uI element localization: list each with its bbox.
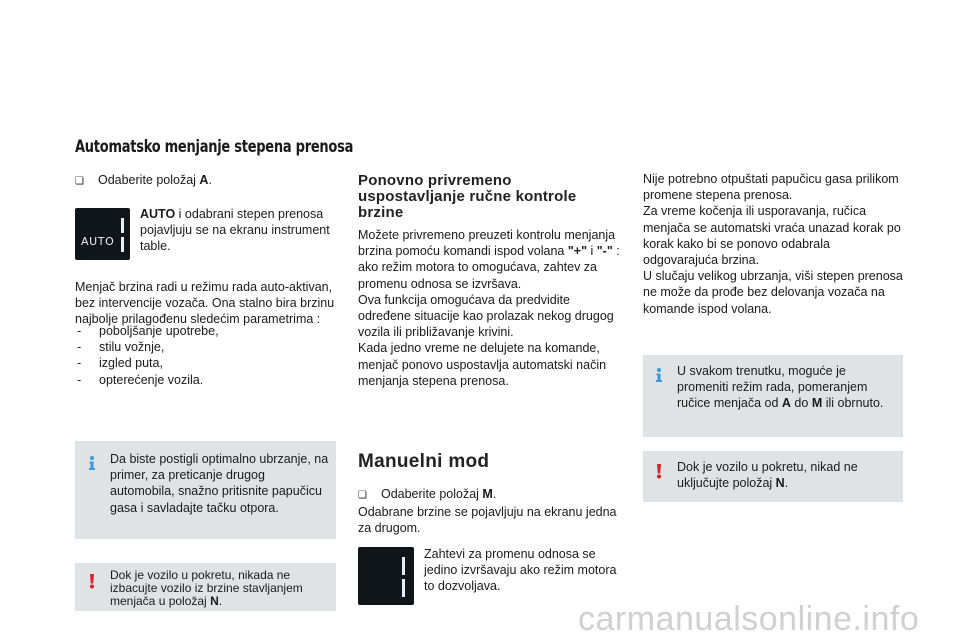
info-letter-m: M <box>811 396 823 411</box>
c3-p2: Za vreme kočenja ili usporavanja, ručica menjača se automatski vraća unazad korak po korak kako bi se ponovo odabrala odgovarajuća brzina. <box>643 204 901 268</box>
warning-icon <box>84 573 100 589</box>
bullet-text: Odaberite položaj <box>97 173 200 187</box>
info-a: U svakom trenutku, moguće je promeniti režim rada, pomeranjem ručice menjača od <box>677 364 868 411</box>
watermark: carmanualsonline.info <box>578 600 920 638</box>
m-bullet-letter: M <box>482 487 493 501</box>
warning-letter: N <box>210 594 219 608</box>
warning-suffix: . <box>784 476 789 491</box>
page-title: Automatsko menjanje stepena prenosa <box>75 137 354 157</box>
warning-suffix: . <box>218 594 223 608</box>
c3-p3: U slučaju velikog ubrzanja, viši stepen prenosa ne može da prođe bez delovanja vozača na komande ispod volana. <box>643 269 903 316</box>
auto-rest: i odabrani stepen prenosa pojavljuju se na ekranu instrument table. <box>140 207 330 254</box>
info-text: Da biste postigli optimalno ubrzanje, na primer, za preticanje drugog automobila, snažno pritisnite papučicu gasa i savladajte tačku otpora. <box>110 452 329 515</box>
warning-text <box>110 569 330 608</box>
warning-box <box>75 563 336 611</box>
auto-description <box>140 206 340 255</box>
info-icon <box>84 455 100 471</box>
warning-box <box>643 451 903 502</box>
auto-display-image <box>75 208 130 260</box>
m-bullet-prefix: Odaberite položaj <box>380 487 483 501</box>
p1-a: Možete privremeno preuzeti kontrolu menjanja brzina pomoću komandi ispod volana <box>358 228 616 259</box>
parameters-list <box>75 323 340 388</box>
list-item: - izgled puta, <box>75 355 340 371</box>
manual-display-image <box>358 547 414 605</box>
manual-mode-text <box>358 486 623 537</box>
bullet-suffix: . <box>208 173 212 187</box>
minus-label: "-" <box>596 244 613 259</box>
p1-i: i <box>587 244 597 259</box>
section-heading-manual-mode: Manuelni mod <box>358 451 490 472</box>
info-icon <box>651 367 667 383</box>
warning-icon <box>651 463 667 479</box>
checkbox-bullet-icon: ❏ <box>75 176 84 187</box>
m-para: Odabrane brzine se pojavljuju na ekranu jedna za drugom. <box>358 505 617 536</box>
select-position-a <box>75 172 340 190</box>
plus-label: "+" <box>567 244 588 259</box>
warning-text <box>677 459 892 491</box>
p2: Ova funkcija omogućava da predvidite određene situacije kao prolazak nekog drugog vozila ili približavanje krivini. <box>358 292 614 340</box>
gear-digit-icon <box>117 216 127 254</box>
m-bullet-suffix: . <box>492 487 497 501</box>
c3-p1: Nije potrebno otpuštati papučicu gasa prilikom promene stepena prenosa. <box>643 172 899 203</box>
manual-note: Zahtevi za promenu odnosa se jedino izvršavaju ako režim motora to dozvoljava. <box>424 547 617 594</box>
info-box <box>643 355 903 437</box>
list-item: - poboljšanje upotrebe, <box>75 323 340 339</box>
gearbox-paragraph: Menjač brzina radi u režimu rada auto-aktivan, bez intervencije vozača. Ona stalno bira brzinu najbolje prilagođenu sledećim parametrima : <box>75 280 335 327</box>
position-letter: A <box>199 173 209 187</box>
p1-b: : ako režim motora to omogućava, zahtev za promenu odnosa se izvršava. <box>358 244 620 291</box>
warning-prefix: Dok je vozilo u pokretu, nikad ne uključujte položaj <box>677 460 858 491</box>
gear-digit-icon <box>398 555 410 599</box>
info-text <box>677 363 892 412</box>
info-box <box>75 441 336 539</box>
auto-bold: AUTO <box>140 207 176 221</box>
warning-letter: N <box>775 476 785 491</box>
list-item: - opterećenje vozila. <box>75 372 340 388</box>
column3-text <box>643 171 905 317</box>
warning-prefix: Dok je vozilo u pokretu, nikada ne izbacujte vozilo iz brzine stavljanjem menjača u položaj <box>110 568 303 608</box>
section-heading-temporary-manual: Ponovno privremeno uspostavljanje ručne kontrole brzine <box>358 172 577 221</box>
temporary-manual-text <box>358 227 623 389</box>
info-b: ili obrnuto. <box>822 396 884 411</box>
list-item: - stilu vožnje, <box>75 339 340 355</box>
checkbox-bullet-icon: ❏ <box>358 490 367 501</box>
auto-display-label: AUTO <box>81 235 115 248</box>
info-do: do <box>790 396 812 411</box>
p3: Kada jedno vreme ne delujete na komande, menjač ponovo uspostavlja automatski način menjanja stepena prenosa. <box>358 341 607 388</box>
info-letter-a: A <box>781 396 791 411</box>
